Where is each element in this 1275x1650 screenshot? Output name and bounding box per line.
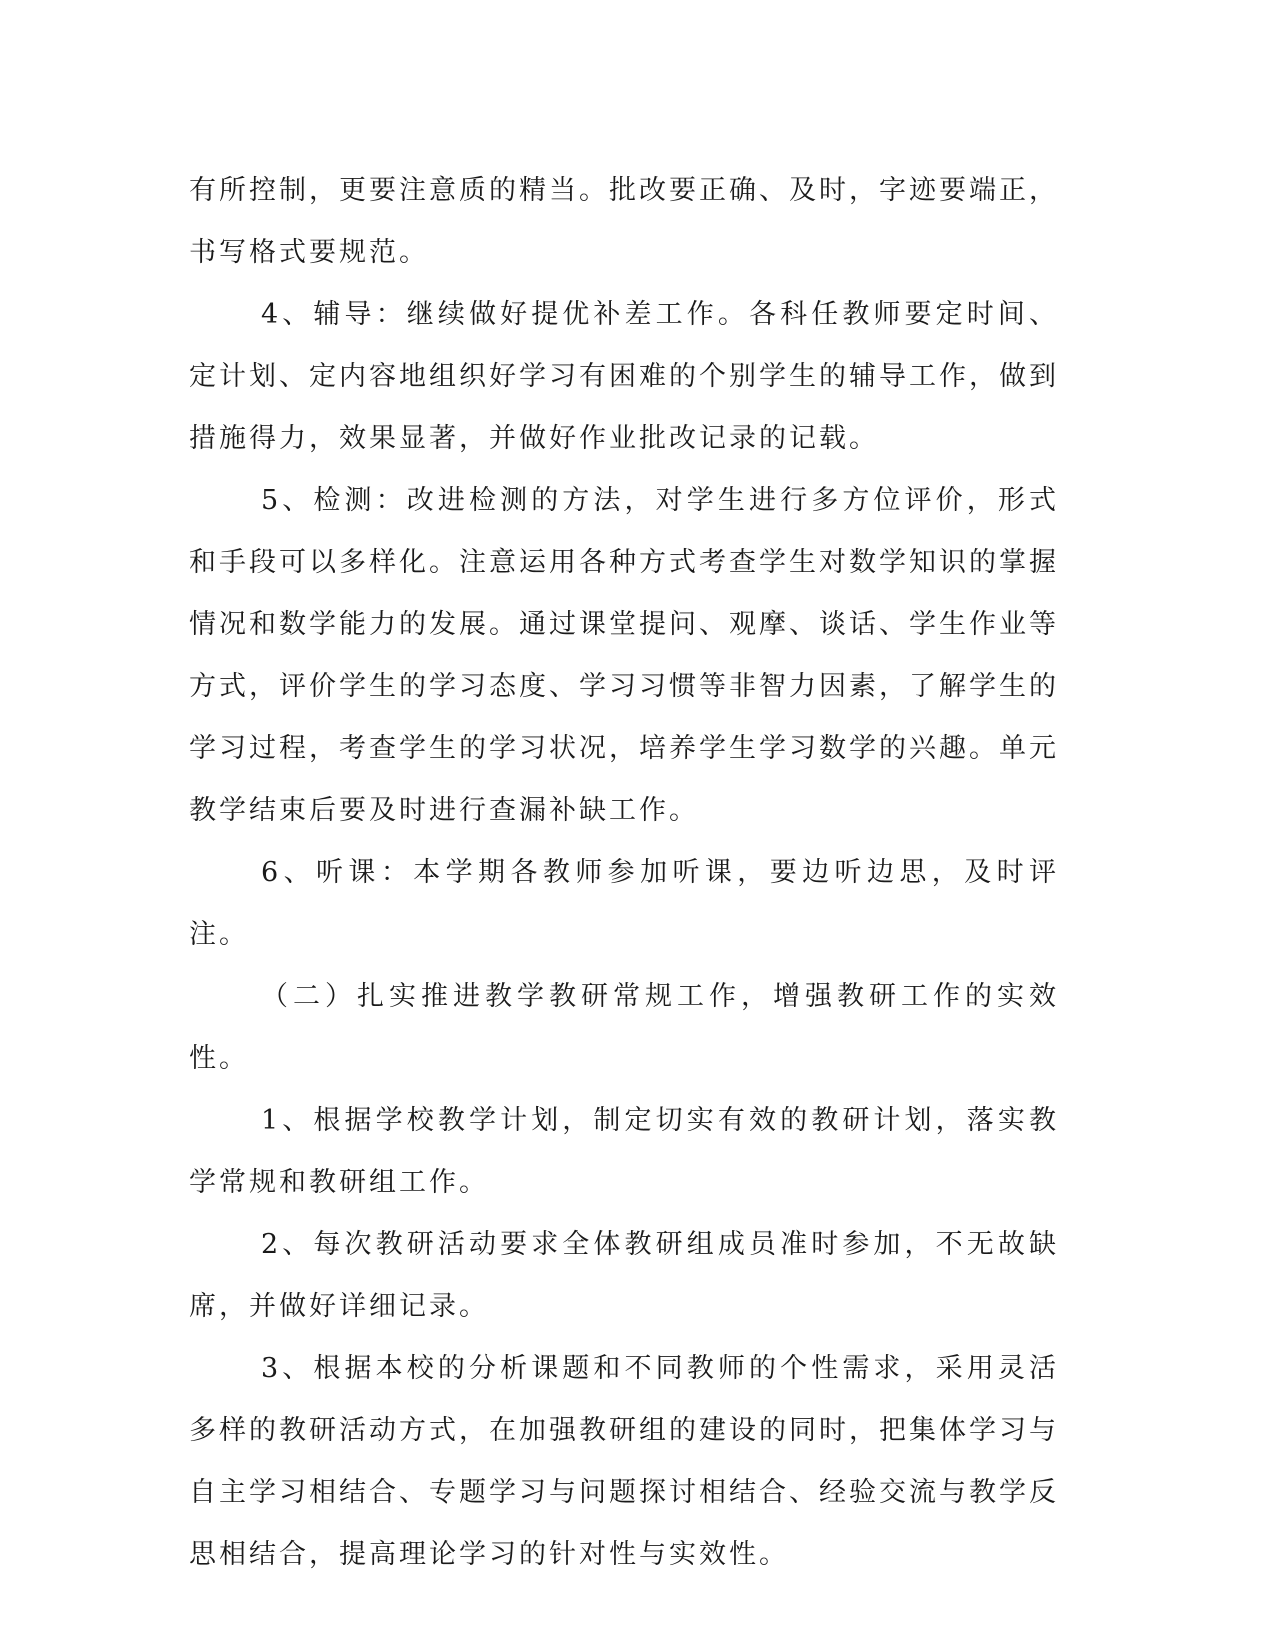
section-heading-teaching-research: （二）扎实推进教学教研常规工作，增强教研工作的实效性。 — [189, 981, 1059, 1074]
paragraph-homework-continued: 有所控制，更要注意质的精当。批改要正确、及时，字迹要端正，书写格式要规范。 — [189, 175, 1059, 268]
paragraph-research-attendance: 2、每次教研活动要求全体教研组成员准时参加，不无故缺席，并做好详细记录。 — [189, 1229, 1059, 1322]
paragraph-testing: 5、检测：改进检测的方法，对学生进行多方位评价，形式和手段可以多样化。注意运用各种方式考查学生对数学知识的掌握情况和数学能力的发展。通过课堂提问、观摩、谈话、学生作业等方式，评价学生的学习态度、学习习惯等非智力因素，了解学生的学习过程，考查学生的学习状况，培养学生学习数学的兴趣。单元教学结束后要及时进行查漏补缺工作。 — [189, 485, 1059, 826]
paragraph-lesson-observation: 6、听课：本学期各教师参加听课，要边听边思，及时评注。 — [189, 857, 1059, 950]
paragraph-research-plan: 1、根据学校教学计划，制定切实有效的教研计划，落实教学常规和教研组工作。 — [189, 1105, 1059, 1198]
document-body — [189, 160, 1059, 1586]
paragraph-research-methods: 3、根据本校的分析课题和不同教师的个性需求，采用灵活多样的教研活动方式，在加强教研组的建设的同时，把集体学习与自主学习相结合、专题学习与问题探讨相结合、经验交流与教学反思相结合，提高理论学习的针对性与实效性。 — [189, 1353, 1059, 1570]
paragraph-tutoring: 4、辅导：继续做好提优补差工作。各科任教师要定时间、定计划、定内容地组织好学习有困难的个别学生的辅导工作，做到措施得力，效果显著，并做好作业批改记录的记载。 — [189, 299, 1059, 454]
